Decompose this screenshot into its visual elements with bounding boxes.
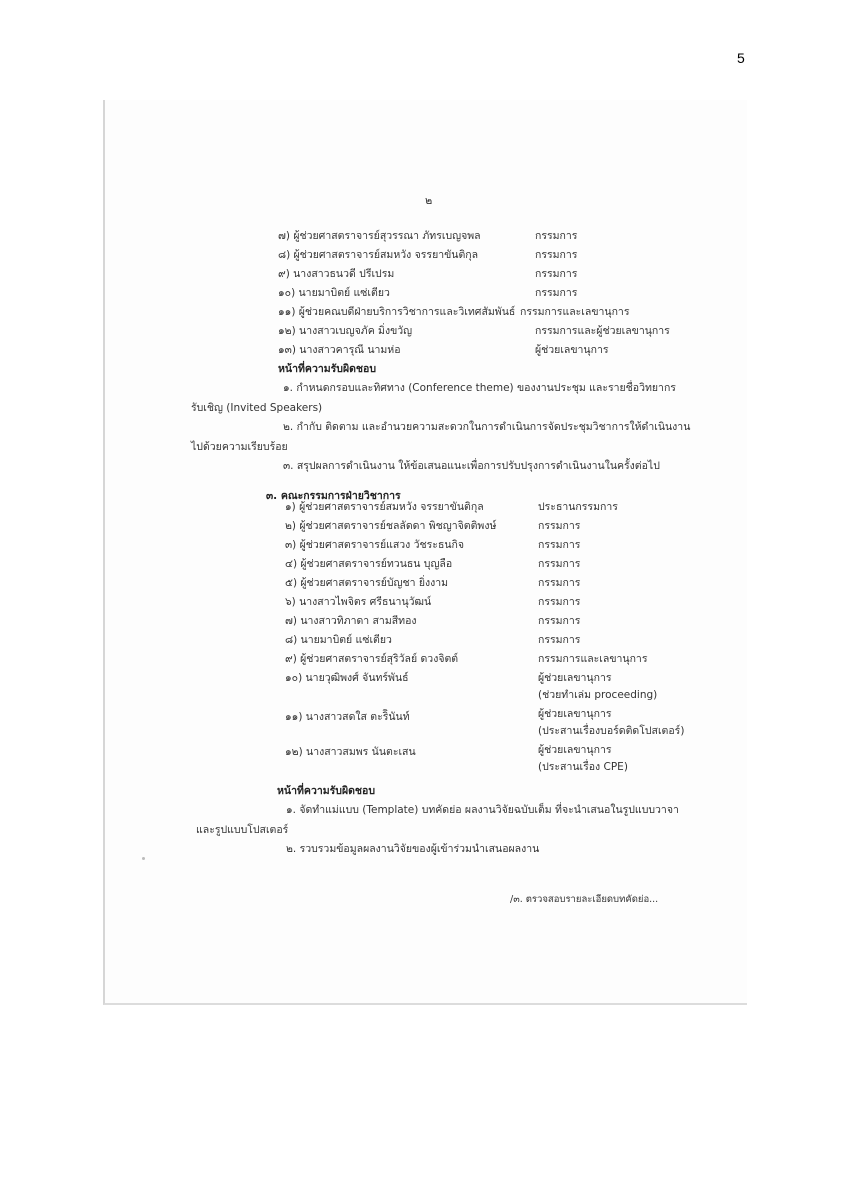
scan-speck	[142, 857, 145, 860]
member-name: ๑๒) นางสาวสมพร นันตะเสน	[285, 746, 416, 758]
member-role: ผู้ช่วยเลขานุการ	[538, 672, 612, 684]
member-note: (ประสานเรื่องบอร์ดติดโปสเตอร์)	[538, 725, 685, 737]
member-name: ๑๓) นางสาวคารุณี นามห่อ	[278, 344, 401, 356]
duty-item-continued: รับเชิญ (Invited Speakers)	[191, 402, 323, 414]
inner-page-number: ๒	[425, 194, 433, 207]
member-name: ๑๐) นายวุฒิพงศ์ จันทร์พันธ์	[285, 672, 409, 684]
member-name: ๓) ผู้ช่วยศาสตราจารย์แสวง วัชระธนกิจ	[285, 539, 465, 551]
member-note: (ช่วยทำเล่ม proceeding)	[538, 689, 658, 701]
member-name: ๑๑) ผู้ช่วยคณบดีฝ่ายบริการวิชาการและวิเทศสัมพันธ์	[278, 306, 516, 318]
member-role: กรรมการและผู้ช่วยเลขานุการ	[535, 325, 670, 337]
duty-item: ๒. รวบรวมข้อมูลผลงานวิจัยของผู้เข้าร่วมนำเสนอผลงาน	[286, 843, 540, 855]
member-name: ๑๑) นางสาวสดใส ตะริินันท์	[285, 711, 410, 723]
member-role: ประธานกรรมการ	[538, 501, 618, 513]
member-role: กรรมการ	[538, 558, 581, 570]
member-name: ๒) ผู้ช่วยศาสตราจารย์ชลลัดดา พิชญาจิตติพงษ์	[285, 520, 497, 532]
member-name: ๖) นางสาวไพจิตร ศรีธนานุวัฒน์	[285, 596, 432, 608]
member-role: กรรมการ	[535, 249, 578, 261]
member-name: ๗) ผู้ช่วยศาสตราจารย์สุวรรณา ภัทรเบญจพล	[278, 230, 481, 242]
member-role: กรรมการ	[538, 615, 581, 627]
member-name: ๕) ผู้ช่วยศาสตราจารย์บัญชา ยิ่งงาม	[285, 577, 449, 589]
member-role: กรรมการ	[538, 634, 581, 646]
duty-item: ๓. สรุปผลการดำเนินงาน ให้ข้อเสนอแนะเพื่อการปรับปรุงการดำเนินงานในครั้งต่อไป	[283, 460, 660, 472]
member-name: ๑๐) นายมาบิตย์ แซ่เตียว	[278, 287, 390, 299]
member-role: ผู้ช่วยเลขานุการ	[535, 344, 609, 356]
member-role: กรรมการ	[535, 287, 578, 299]
member-role: กรรมการ	[538, 520, 581, 532]
member-role: กรรมการ	[535, 268, 578, 280]
duties-heading: หน้าที่ความรับผิดชอบ	[277, 785, 376, 797]
member-role: กรรมการและเลขานุการ	[520, 306, 630, 318]
member-role: กรรมการและเลขานุการ	[538, 653, 648, 665]
member-role: ผู้ช่วยเลขานุการ	[538, 708, 612, 720]
member-role: กรรมการ	[538, 596, 581, 608]
duty-item: ๒. กำกับ ติดตาม และอำนวยความสะดวกในการดำเนินการจัดประชุมวิชาการให้ดำเนินงาน	[283, 421, 691, 433]
section-heading: ๓. คณะกรรมการฝ่ายวิชาการ	[266, 490, 401, 502]
member-name: ๙) นางสาวธนวดี ปรีเปรม	[278, 268, 395, 280]
member-name: ๔) ผู้ช่วยศาสตราจารย์ทวนธน บุญลือ	[285, 558, 453, 570]
duty-item: ๑. กำหนดกรอบและทิศทาง (Conference theme) ของงานประชุม และรายชื่อวิทยากร	[283, 382, 676, 394]
member-name: ๑๒) นางสาวเบญจภัค มิ่งขวัญ	[278, 325, 413, 337]
continuation-note: /๓. ตรวจสอบรายละเอียดบทคัดย่อ...	[510, 894, 659, 905]
member-role: กรรมการ	[535, 230, 578, 242]
page-number: 5	[737, 50, 745, 66]
duty-item-continued: และรูปแบบโปสเตอร์	[196, 824, 289, 836]
member-note: (ประสานเรื่อง CPE)	[538, 761, 628, 773]
duties-heading: หน้าที่ความรับผิดชอบ	[278, 363, 377, 375]
member-name: ๑) ผู้ช่วยศาสตราจารย์สมหวัง จรรยาขันติกุล	[285, 501, 484, 513]
member-name: ๙) ผู้ช่วยศาสตราจารย์สุริวัลย์ ดวงจิตต์	[285, 653, 459, 665]
member-role: กรรมการ	[538, 577, 581, 589]
member-name: ๘) นายมาบิตย์ แซ่เตียว	[285, 634, 392, 646]
duty-item: ๑. จัดทำแม่แบบ (Template) บทคัดย่อ ผลงานวิจัยฉบับเต็ม ที่จะนำเสนอในรูปแบบวาจา	[286, 804, 679, 816]
member-name: ๗) นางสาวทิภาดา สามสีทอง	[285, 615, 417, 627]
member-role: ผู้ช่วยเลขานุการ	[538, 744, 612, 756]
member-name: ๘) ผู้ช่วยศาสตราจารย์สมหวัง จรรยาขันติกุล	[278, 249, 479, 261]
member-role: กรรมการ	[538, 539, 581, 551]
duty-item-continued: ไปด้วยความเรียบร้อย	[191, 441, 288, 453]
